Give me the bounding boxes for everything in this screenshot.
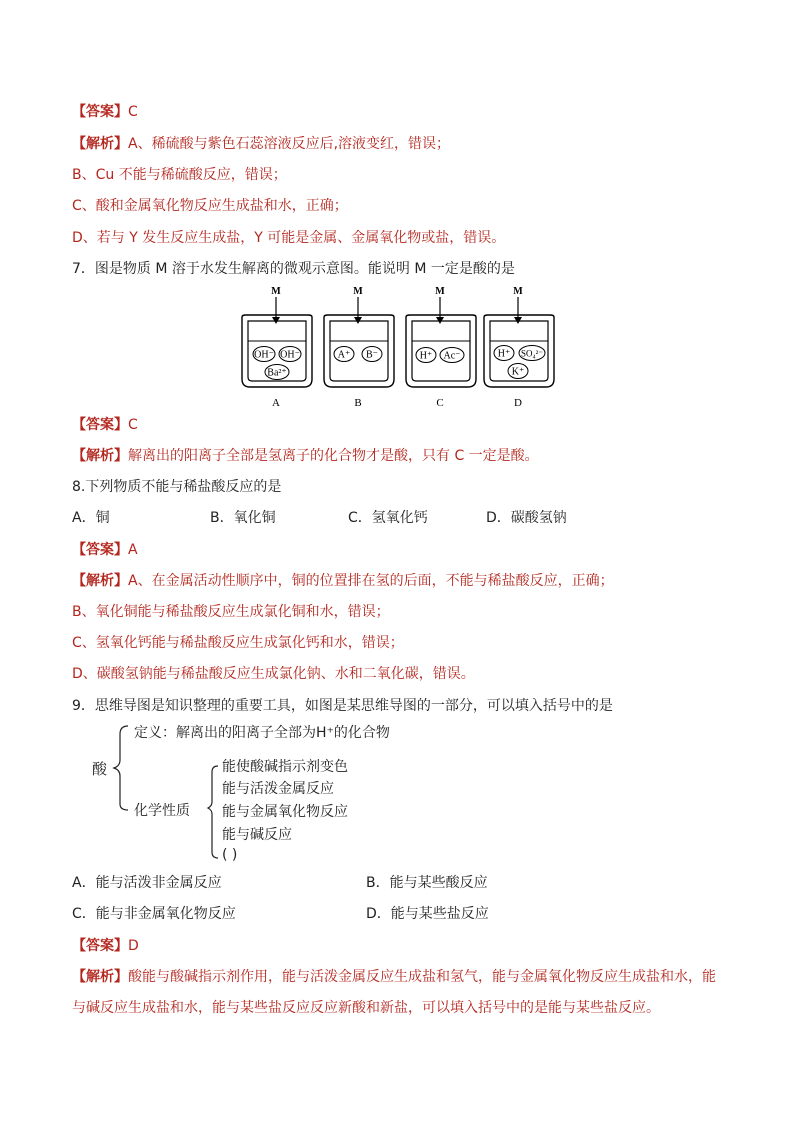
mind-map-item: 能与碱反应 xyxy=(222,827,292,843)
ion-label: SO₄²⁻ xyxy=(520,348,544,359)
arrow-label: M xyxy=(271,286,281,297)
mind-map xyxy=(88,720,448,865)
analysis-tag: 【解析】 xyxy=(72,136,128,152)
q6-analysis-a xyxy=(72,134,450,154)
ion-label: OH⁻ xyxy=(280,349,300,361)
mind-map-item: 能使酸碱指示剂变色 xyxy=(222,759,348,775)
mind-map-blank: ( ) xyxy=(222,847,238,863)
q8-analysis-d: D、碳酸氢钠能与稀盐酸反应生成氯化钠、水和二氧化碳，错误。 xyxy=(72,666,475,682)
mind-map-item: 能与活泼金属反应 xyxy=(222,781,334,797)
q7-stem: 7．图是物质 M 溶于水发生解离的微观示意图。能说明 M 一定是酸的是 xyxy=(72,261,515,277)
beaker-d xyxy=(484,286,554,409)
q8-option-b: B．氧化铜 xyxy=(210,510,276,526)
analysis-tag: 【解析】 xyxy=(72,573,128,589)
ion-label: H⁺ xyxy=(419,350,433,362)
beaker-label: C xyxy=(436,397,444,409)
analysis-text: 酸能与酸碱指示剂作用，能与活泼金属反应生成盐和氢气，能与金属氧化物反应生成盐和水，能 xyxy=(128,969,716,985)
beaker-a xyxy=(242,286,312,409)
beaker-b xyxy=(324,286,394,409)
q9-analysis-line1 xyxy=(72,967,716,987)
arrow-label: M xyxy=(513,286,523,297)
q8-stem: 8.下列物质不能与稀盐酸反应的是 xyxy=(72,479,282,495)
ion-label: Ac⁻ xyxy=(443,350,461,362)
ion-label: H⁺ xyxy=(497,348,511,360)
q7-analysis xyxy=(72,446,539,466)
q9-option-d: D．能与某些盐反应 xyxy=(366,906,489,922)
q9-option-c: C．能与非金属氧化物反应 xyxy=(72,906,236,922)
beaker-c xyxy=(406,286,476,409)
analysis-text: 解离出的阳离子全部是氢离子的化合物才是酸，只有 C 一定是酸。 xyxy=(128,448,539,464)
q9-stem: 9．思维导图是知识整理的重要工具，如图是某思维导图的一部分，可以填入括号中的是 xyxy=(72,698,613,714)
q8-analysis-b: B、氧化铜能与稀盐酸反应生成氯化铜和水，错误； xyxy=(72,604,390,620)
answer-value: C xyxy=(128,417,138,433)
answer-value: C xyxy=(128,104,138,120)
q9-answer xyxy=(72,936,139,956)
answer-value: D xyxy=(128,938,139,954)
analysis-tag: 【解析】 xyxy=(72,448,128,464)
mind-map-branch: 化学性质 xyxy=(134,803,190,819)
mind-map-root: 酸 xyxy=(92,760,108,778)
q9-analysis-line2: 与碱反应生成盐和水，能与某些盐反应反应新酸和新盐，可以填入括号中的是能与某些盐反应。 xyxy=(72,1000,660,1016)
beaker-label: A xyxy=(272,397,280,409)
ion-label: Ba²⁺ xyxy=(267,367,287,379)
analysis-text: A、在金属活动性顺序中，铜的位置排在氢的后面，不能与稀盐酸反应，正确； xyxy=(128,573,614,589)
q8-option-d: D．碳酸氢钠 xyxy=(486,510,567,526)
q7-answer xyxy=(72,415,138,435)
arrow-label: M xyxy=(435,286,445,297)
beaker-diagram xyxy=(238,283,558,411)
analysis-text: A、稀硫酸与紫色石蕊溶液反应后,溶液变红，错误； xyxy=(128,136,451,152)
q8-answer xyxy=(72,540,138,560)
ion-label: OH⁻ xyxy=(254,349,274,361)
answer-value: A xyxy=(128,542,138,558)
answer-tag: 【答案】 xyxy=(72,417,128,433)
beaker-label: B xyxy=(354,397,362,409)
q9-option-b: B．能与某些酸反应 xyxy=(366,875,488,891)
q8-analysis-c: C、氢氧化钙能与稀盐酸反应生成氯化钙和水，错误； xyxy=(72,635,404,651)
answer-tag: 【答案】 xyxy=(72,104,128,120)
arrow-label: M xyxy=(353,286,363,297)
ion-label: B⁻ xyxy=(366,349,378,361)
q6-analysis-d: D、若与 Y 发生反应生成盐，Y 可能是金属、金属氧化物或盐，错误。 xyxy=(72,230,506,246)
ion-label: K⁺ xyxy=(511,366,525,378)
q8-analysis-a xyxy=(72,571,614,591)
answer-tag: 【答案】 xyxy=(72,938,128,954)
q9-option-a: A．能与活泼非金属反应 xyxy=(72,875,222,891)
analysis-tag: 【解析】 xyxy=(72,969,128,985)
q8-option-a: A．铜 xyxy=(72,510,110,526)
mind-map-definition: 定义：解离出的阳离子全部为H⁺的化合物 xyxy=(134,725,390,741)
beaker-label: D xyxy=(514,397,522,409)
ion-label: A⁺ xyxy=(337,349,351,361)
q8-option-c: C．氢氧化钙 xyxy=(348,510,428,526)
mind-map-item: 能与金属氧化物反应 xyxy=(222,804,348,820)
q6-analysis-b: B、Cu 不能与稀硫酸反应，错误； xyxy=(72,167,287,183)
q6-analysis-c: C、酸和金属氧化物反应生成盐和水，正确； xyxy=(72,198,348,214)
answer-tag: 【答案】 xyxy=(72,542,128,558)
q6-answer xyxy=(72,102,138,122)
